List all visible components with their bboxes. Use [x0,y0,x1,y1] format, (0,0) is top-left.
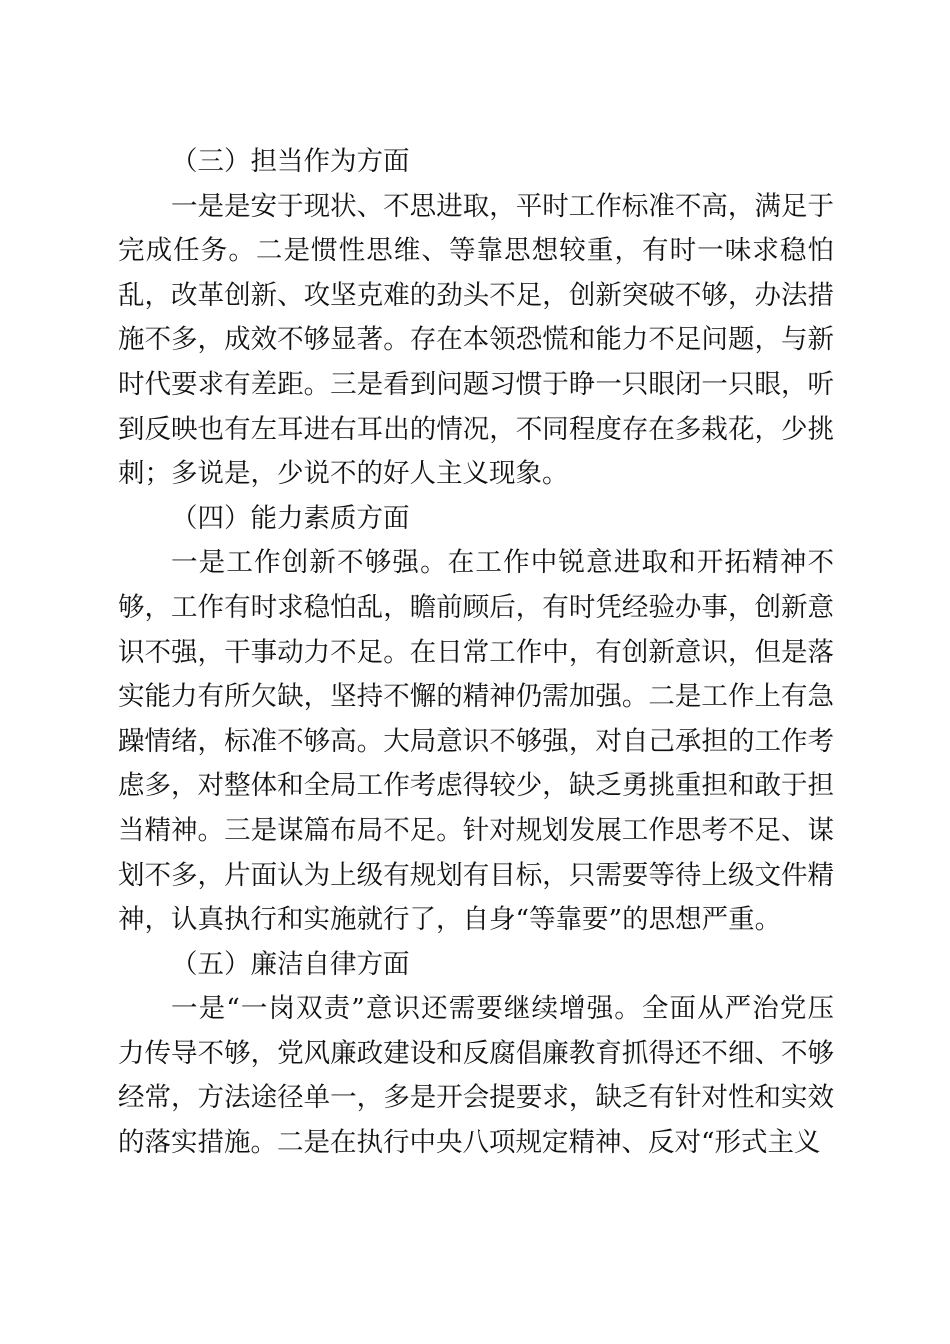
section-paragraph-3: 一是是安于现状、不思进取，平时工作标准不高，满足于完成任务。二是惯性思维、等靠思想较重，有时一味求稳怕乱，改革创新、攻坚克难的劲头不足，创新突破不够，办法措施不多，成效不够显著。存在本领恐慌和能力不足问题，与新时代要求有差距。三是看到问题习惯于睁一只眼闭一只眼，听到反映也有左耳进右耳出的情况，不同程度存在多栽花，少挑刺；多说是，少说不的好人主义现象。 [118,190,834,490]
section-paragraph-4: 一是工作创新不够强。在工作中锐意进取和开拓精神不够，工作有时求稳怕乱，瞻前顾后，有时凭经验办事，创新意识不强，干事动力不足。在日常工作中，有创新意识，但是落实能力有所欠缺，坚持不懈的精神仍需加强。二是工作上有急躁情绪，标准不够高。大局意识不够强，对自己承担的工作考虑多，对整体和全局工作考虑得较少，缺乏勇挑重担和敢于担当精神。三是谋篇布局不足。针对规划发展工作思考不足、谋划不多，片面认为上级有规划有目标，只需要等待上级文件精神，认真执行和实施就行了，自身“等靠要”的思想严重。 [118,547,834,936]
section-heading-5: （五）廉洁自律方面 [171,948,410,980]
section-heading-4: （四）能力素质方面 [171,502,410,534]
document-body [118,140,834,1166]
section-paragraph-5: 一是“一岗双责”意识还需要继续增强。全面从严治党压力传导不够，党风廉政建设和反腐倡廉教育抓得还不细、不够经常，方法途径单一，多是开会提要求，缺乏有针对性和实效的落实措施。二是在执行中央八项规定精神、反对“形式主义 [118,993,834,1159]
section-heading-3: （三）担当作为方面 [171,146,410,177]
